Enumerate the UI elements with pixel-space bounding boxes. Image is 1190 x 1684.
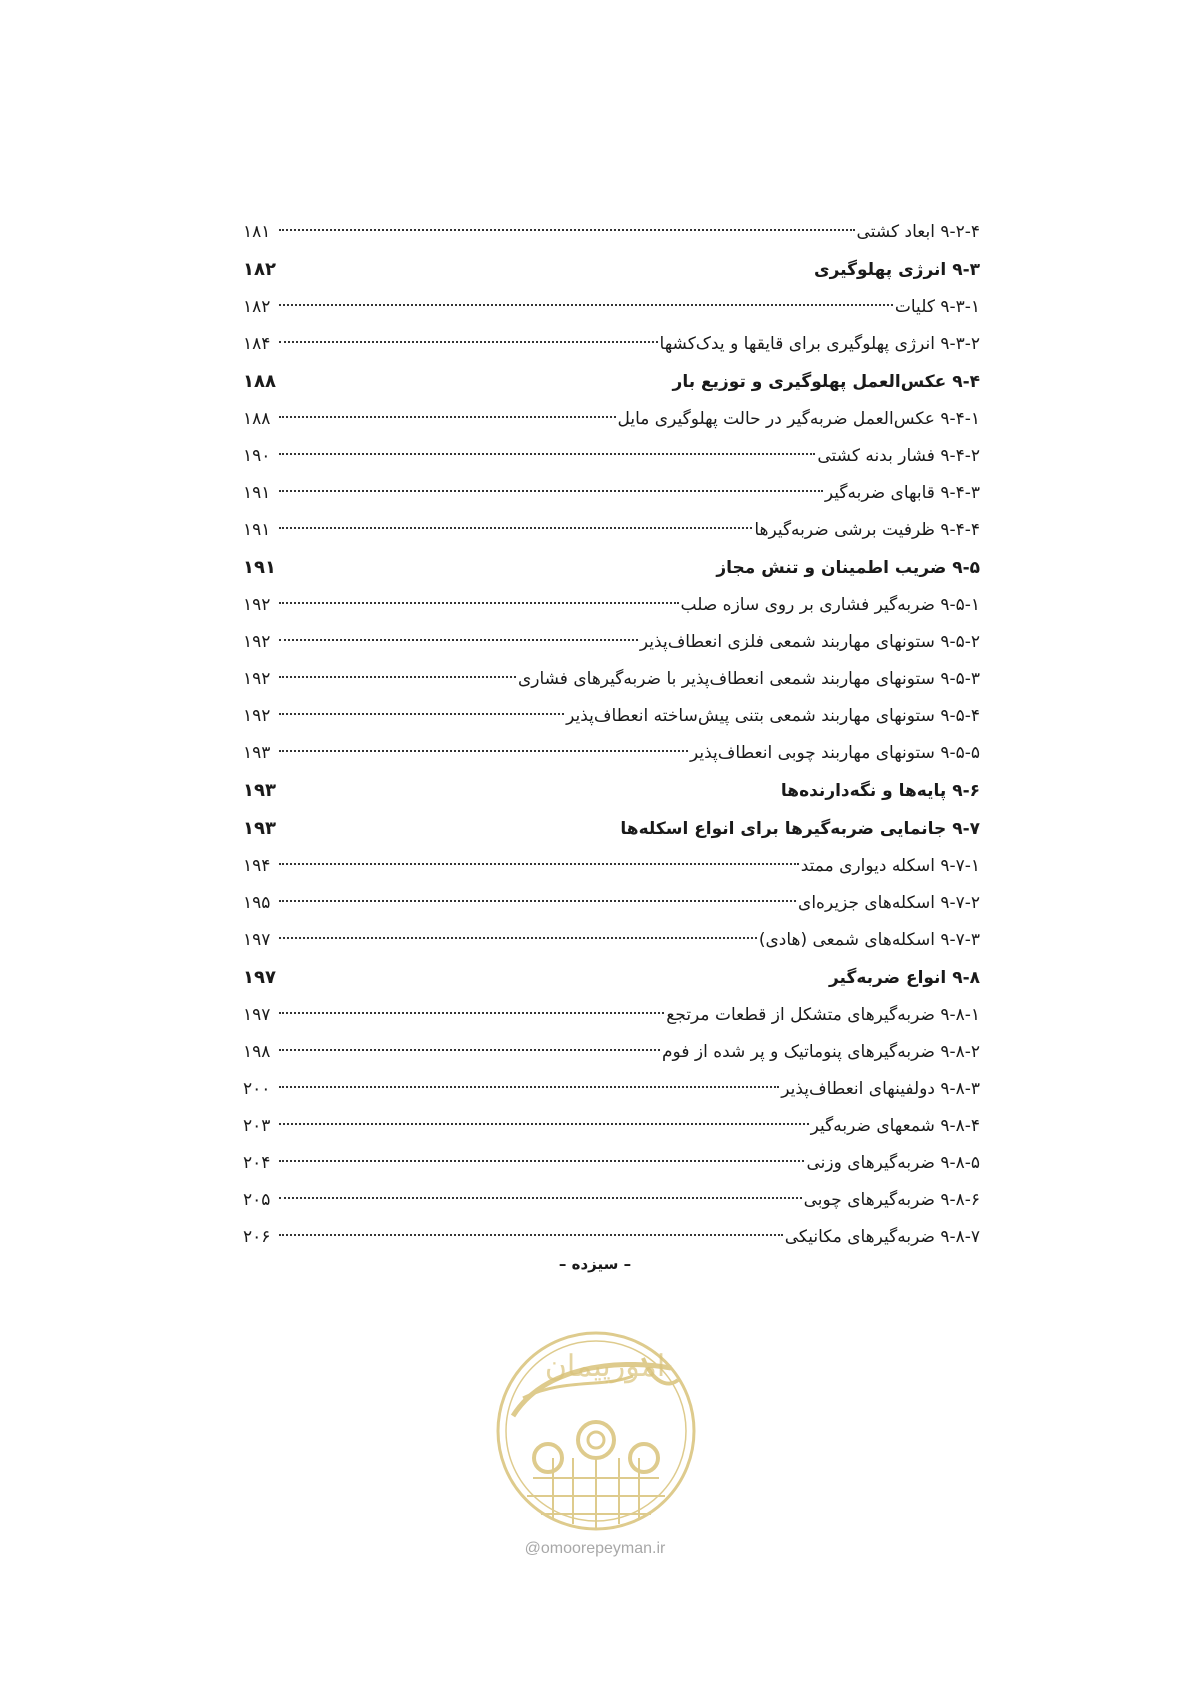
toc-entry: [243, 885, 980, 922]
toc-entry: [243, 1108, 980, 1145]
toc-entry: [243, 1071, 980, 1108]
toc-entry: [243, 475, 980, 512]
dot-leader: [279, 527, 752, 529]
toc-page-number: ۱۹۲: [243, 595, 271, 615]
table-of-contents: [243, 214, 980, 1256]
toc-title: ۹-۵-۵ ستونهای مهاربند چوبی انعطاف‌پذیر: [690, 743, 980, 763]
toc-page-number: ۱۹۲: [243, 669, 271, 689]
toc-entry: [243, 587, 980, 624]
toc-title: ۹-۳-۱ کلیات: [894, 297, 980, 317]
toc-page-number: ۱۹۲: [243, 632, 271, 652]
toc-entry: [243, 1219, 980, 1256]
toc-section-heading: [243, 959, 980, 997]
toc-title: ۹-۴-۳ قابهای ضربه‌گیر: [824, 483, 980, 503]
toc-page-number: ۱۸۱: [243, 222, 271, 242]
toc-title: ۹-۵-۲ ستونهای مهاربند شمعی فلزی انعطاف‌پذیر: [639, 632, 980, 652]
toc-page-number: ۱۹۳: [243, 818, 276, 839]
toc-page-number: ۱۸۲: [243, 259, 276, 280]
toc-entry: [243, 214, 980, 251]
dot-leader: [279, 1234, 783, 1236]
dot-leader: [279, 750, 688, 752]
toc-page-number: ۱۹۳: [243, 743, 271, 763]
dot-leader: [279, 1086, 779, 1088]
toc-title: ۹-۸-۶ ضربه‌گیرهای چوبی: [803, 1190, 980, 1210]
toc-entry: [243, 1034, 980, 1071]
toc-title: ۹-۶ پایه‌ها و نگه‌دارنده‌ها: [780, 781, 980, 801]
toc-title: ۹-۷-۱ اسکله دیواری ممتد: [800, 856, 980, 876]
dot-leader: [279, 1012, 664, 1014]
toc-section-heading: [243, 772, 980, 810]
dot-leader: [279, 1197, 802, 1199]
toc-title: ۹-۴ عکس‌العمل پهلوگیری و توزیع بار: [672, 372, 980, 392]
toc-page-number: ۱۹۸: [243, 1042, 271, 1062]
toc-section-heading: [243, 810, 980, 848]
toc-page-number: ۱۸۸: [243, 409, 271, 429]
toc-title: ۹-۷ جانمایی ضربه‌گیرها برای انواع اسکله‌ها: [620, 819, 980, 839]
dot-leader: [279, 639, 638, 641]
toc-title: ۹-۸-۲ ضربه‌گیرهای پنوماتیک و پر شده از فوم: [662, 1042, 980, 1062]
toc-title: ۹-۵-۴ ستونهای مهاربند شمعی بتنی پیش‌ساخته انعطاف‌پذیر: [566, 706, 980, 726]
toc-entry: [243, 512, 980, 549]
dot-leader: [279, 900, 796, 902]
omoorepeyman-logo-watermark: [493, 1328, 699, 1534]
toc-page-number: ۱۸۴: [243, 334, 271, 354]
toc-entry: [243, 661, 980, 698]
dot-leader: [279, 863, 799, 865]
toc-page-number: ۱۹۱: [243, 483, 271, 503]
toc-entry: [243, 848, 980, 885]
toc-page-number: ۱۹۷: [243, 930, 271, 950]
toc-page-number: ۱۹۱: [243, 557, 276, 578]
toc-page-number: ۲۰۴: [243, 1153, 271, 1173]
toc-title: ۹-۴-۱ عکس‌العمل ضربه‌گیر در حالت پهلوگیری مایل: [617, 409, 980, 429]
toc-entry: [243, 326, 980, 363]
toc-entry: [243, 289, 980, 326]
toc-page-number: ۱۹۳: [243, 780, 276, 801]
dot-leader: [279, 713, 564, 715]
toc-title: ۹-۳-۲ انرژی پهلوگیری برای قایقها و یدک‌کشها: [659, 334, 980, 354]
dot-leader: [279, 416, 616, 418]
toc-page-number: ۱۹۲: [243, 706, 271, 726]
toc-page-number: ۱۹۷: [243, 1005, 271, 1025]
toc-title: ۹-۲-۴ ابعاد کشتی: [856, 222, 980, 242]
toc-entry: [243, 735, 980, 772]
dot-leader: [279, 1160, 804, 1162]
toc-title: ۹-۷-۳ اسکله‌های شمعی (هادی): [758, 930, 980, 950]
toc-title: ۹-۸ انواع ضربه‌گیر: [828, 968, 980, 988]
toc-page-number: ۱۹۴: [243, 856, 271, 876]
toc-page-number: ۲۰۰: [243, 1079, 271, 1099]
dot-leader: [279, 229, 855, 231]
toc-section-heading: [243, 363, 980, 401]
toc-entry: [243, 1145, 980, 1182]
logo-calligraphy: امورپیمان: [544, 1349, 666, 1384]
toc-title: ۹-۸-۱ ضربه‌گیرهای متشکل از قطعات مرتجع: [666, 1005, 980, 1025]
dot-leader: [279, 937, 757, 939]
dot-leader: [279, 1123, 809, 1125]
toc-section-heading: [243, 549, 980, 587]
toc-title: ۹-۸-۵ ضربه‌گیرهای وزنی: [806, 1153, 980, 1173]
toc-entry: [243, 1182, 980, 1219]
toc-page-number: ۱۸۲: [243, 297, 271, 317]
toc-page-number: ۲۰۶: [243, 1227, 271, 1247]
toc-page-number: ۱۹۱: [243, 520, 271, 540]
toc-page-number: ۲۰۵: [243, 1190, 271, 1210]
toc-page-number: ۱۹۵: [243, 893, 271, 913]
dot-leader: [279, 676, 516, 678]
toc-page-number: ۱۸۸: [243, 371, 276, 392]
toc-title: ۹-۵-۳ ستونهای مهاربند شمعی انعطاف‌پذیر با ضربه‌گیرهای فشاری: [517, 669, 980, 689]
website-watermark: @omoorepeyman.ir: [524, 1540, 666, 1557]
toc-entry: [243, 401, 980, 438]
toc-title: ۹-۸-۳ دولفینهای انعطاف‌پذیر: [781, 1079, 980, 1099]
toc-page-number: ۱۹۷: [243, 967, 276, 988]
toc-entry: [243, 922, 980, 959]
toc-entry: [243, 997, 980, 1034]
toc-title: ۹-۸-۴ شمعهای ضربه‌گیر: [810, 1116, 980, 1136]
dot-leader: [279, 453, 815, 455]
page-number-footer: – سیزده –: [558, 1255, 632, 1273]
toc-title: ۹-۵ ضریب اطمینان و تنش مجاز: [716, 558, 980, 578]
toc-entry: [243, 698, 980, 735]
toc-title: ۹-۷-۲ اسکله‌های جزیره‌ای: [798, 893, 980, 913]
dot-leader: [279, 602, 679, 604]
toc-entry: [243, 438, 980, 475]
toc-title: ۹-۴-۴ ظرفیت برشی ضربه‌گیرها: [754, 520, 980, 540]
toc-title: ۹-۴-۲ فشار بدنه کشتی: [817, 446, 980, 466]
toc-page-number: ۱۹۰: [243, 446, 271, 466]
toc-entry: [243, 624, 980, 661]
dot-leader: [279, 341, 658, 343]
dot-leader: [279, 1049, 660, 1051]
dot-leader: [279, 490, 823, 492]
toc-section-heading: [243, 251, 980, 289]
dot-leader: [279, 304, 893, 306]
toc-title: ۹-۵-۱ ضربه‌گیر فشاری بر روی سازه صلب: [680, 595, 980, 615]
toc-page-number: ۲۰۳: [243, 1116, 271, 1136]
toc-title: ۹-۳ انرژی پهلوگیری: [814, 260, 980, 280]
toc-title: ۹-۸-۷ ضربه‌گیرهای مکانیکی: [784, 1227, 980, 1247]
